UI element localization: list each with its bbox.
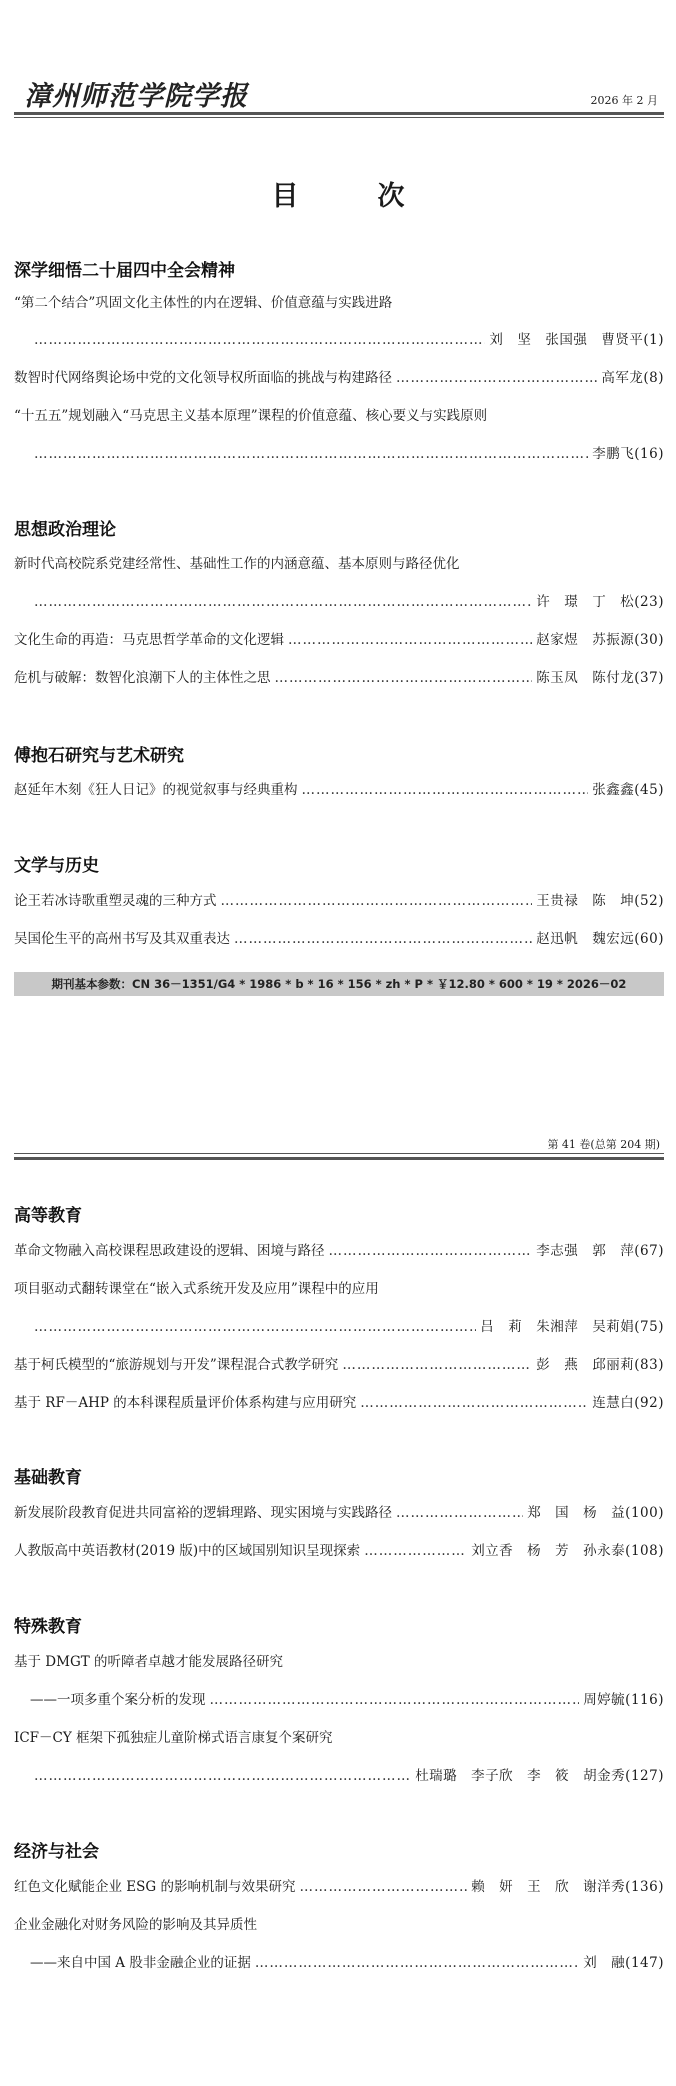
masthead [14,70,664,116]
leader-dots [234,928,532,950]
toc-entry[interactable]: 新发展阶段教育促进共同富裕的逻辑理路、现实困境与实践路径 ………………………………………………………………………………………………………………………………………………………………………… 郑 国 杨 益(100) [14,1502,664,1524]
leader-dots [288,629,532,651]
leader-dots [34,1316,476,1338]
leader-dots [364,1540,467,1562]
journal-parameters-bar: 期刊基本参数：CN 36－1351/G4 * 1986 * b * 16 * 156 * zh * P * ￥12.80 * 600 * 19 * 2026－02 [14,972,664,996]
leader-dots [34,443,588,465]
section-heading: 傅抱石研究与艺术研究 [14,746,184,766]
toc-entry-title[interactable]: 基于 DMGT 的听障者卓越才能发展路径研究 [14,1654,284,1670]
leader-dots [302,779,589,801]
toc-entry[interactable]: 基于 RF－AHP 的本科课程质量评价体系构建与应用研究 ………………………………………………………………………………………………………………………………………………………………………… 连慧白(92) [14,1392,664,1414]
leader-dots [275,667,533,689]
leader-dots [34,591,532,613]
toc-entry-title[interactable]: ICF－CY 框架下孤独症儿童阶梯式语言康复个案研究 [14,1730,333,1746]
leader-dots [221,890,533,912]
leader-dots [342,1354,532,1376]
toc-entry-title[interactable]: 新时代高校院系党建经常性、基础性工作的内涵意蕴、基本原则与路径优化 [14,556,460,572]
leader-dots [255,1952,579,1974]
toc-entry-authors[interactable]: ………………………………………………………………………………………………………………………………………………………………………… 李鹏飞(16) [30,443,664,465]
toc-title: 目 次 [271,181,431,212]
toc-entry[interactable]: 革命文物融入高校课程思政建设的逻辑、困境与路径 ………………………………………………………………………………………………………………………………………………………………………… 李志强 郭 萍(67) [14,1240,664,1262]
section-heading: 高等教育 [14,1206,82,1226]
toc-entry[interactable]: 论王若冰诗歌重塑灵魂的三种方式 ………………………………………………………………………………………………………………………………………………………………………… 王贵禄 陈 坤(52) [14,890,664,912]
section-heading: 经济与社会 [14,1842,99,1862]
leader-dots [210,1689,580,1711]
toc-entry-subtitle[interactable]: ——一项多重个案分析的发现 ………………………………………………………………………………………………………………………………………………………………………… 周婷毓(116) [30,1689,664,1711]
section-heading: 基础教育 [14,1468,82,1488]
journal-name: 漳州师范学院学报 [24,81,248,112]
leader-dots [396,1502,523,1524]
section-heading: 特殊教育 [14,1617,82,1637]
section-heading: 思想政治理论 [14,520,116,540]
toc-entry-title[interactable]: “十五五”规划融入“马克思主义基本原理”课程的价值意蕴、核心要义与实践原则 [14,408,488,424]
toc-entry[interactable]: 基于柯氏模型的“旅游规划与开发”课程混合式教学研究 ………………………………………………………………………………………………………………………………………………………………………… 彭 燕 邱丽莉(83) [14,1354,664,1376]
volume-info: 第 41 卷(总第 204 期) [547,1138,660,1151]
masthead-rule-thin [14,117,664,118]
leader-dots [34,329,485,351]
toc-entry[interactable]: 文化生命的再造：马克思哲学革命的文化逻辑 ………………………………………………………………………………………………………………………………………………………………………… 赵家煜 苏振源(30) [14,629,664,651]
toc-entry-subtitle[interactable]: ——来自中国 A 股非金融企业的证据 ………………………………………………………………………………………………………………………………………………………………………… 刘 融(147) [30,1952,664,1974]
leader-dots [360,1392,588,1414]
toc-entry[interactable]: 危机与破解：数智化浪潮下人的主体性之思 ………………………………………………………………………………………………………………………………………………………………………… 陈玉凤 陈付龙(37) [14,667,664,689]
toc-entry-title[interactable]: 企业金融化对财务风险的影响及其异质性 [14,1917,257,1933]
page-rule [14,1157,664,1160]
toc-entry-authors[interactable]: ………………………………………………………………………………………………………………………………………………………………………… 许 璟 丁 松(23) [30,591,664,613]
masthead-rule [14,112,664,115]
toc-entry[interactable]: 数智时代网络舆论场中党的文化领导权所面临的挑战与构建路径 ………………………………………………………………………………………………………………………………………………………………………… 高军龙(8) [14,367,664,389]
leader-dots [396,367,597,389]
toc-entry-title[interactable]: “第二个结合”巩固文化主体性的内在逻辑、价值意蕴与实践进路 [14,295,393,311]
toc-entry[interactable]: 吴国伦生平的高州书写及其双重表达 ………………………………………………………………………………………………………………………………………………………………………… 赵迅帆 魏宏远(60) [14,928,664,950]
toc-entry-authors[interactable]: ………………………………………………………………………………………………………………………………………………………………………… 刘 坚 张国强 曹贤平(1) [30,329,664,351]
toc-entry-authors[interactable]: ………………………………………………………………………………………………………………………………………………………………………… 吕 莉 朱湘萍 吴莉娟(75) [30,1316,664,1338]
leader-dots [329,1240,533,1262]
toc-entry[interactable]: 红色文化赋能企业 ESG 的影响机制与效果研究 ………………………………………………………………………………………………………………………………………………………………………… 赖 妍 王 欣 谢洋秀(136) [14,1876,664,1898]
toc-entry[interactable]: 人教版高中英语教材(2019 版)中的区域国别知识呈现探索 ………………………………………………………………………………………………………………………………………………………………………… 刘立香 杨 芳 孙永泰(108) [14,1540,664,1562]
section-heading: 深学细悟二十届四中全会精神 [14,261,235,281]
page-rule-thin [14,1153,664,1154]
toc-entry-title[interactable]: 项目驱动式翻转课堂在“嵌入式系统开发及应用”课程中的应用 [14,1281,379,1297]
leader-dots [34,1765,411,1787]
leader-dots [299,1876,467,1898]
toc-entry-authors[interactable]: ………………………………………………………………………………………………………………………………………………………………………… 杜瑞璐 李子欣 李 筱 胡金秀(127) [30,1765,664,1787]
section-heading: 文学与历史 [14,856,99,876]
toc-entry[interactable]: 赵延年木刻《狂人日记》的视觉叙事与经典重构 ………………………………………………………………………………………………………………………………………………………………………… 张鑫鑫(45) [14,779,664,801]
issue-date: 2026 年 2 月 [590,94,658,107]
